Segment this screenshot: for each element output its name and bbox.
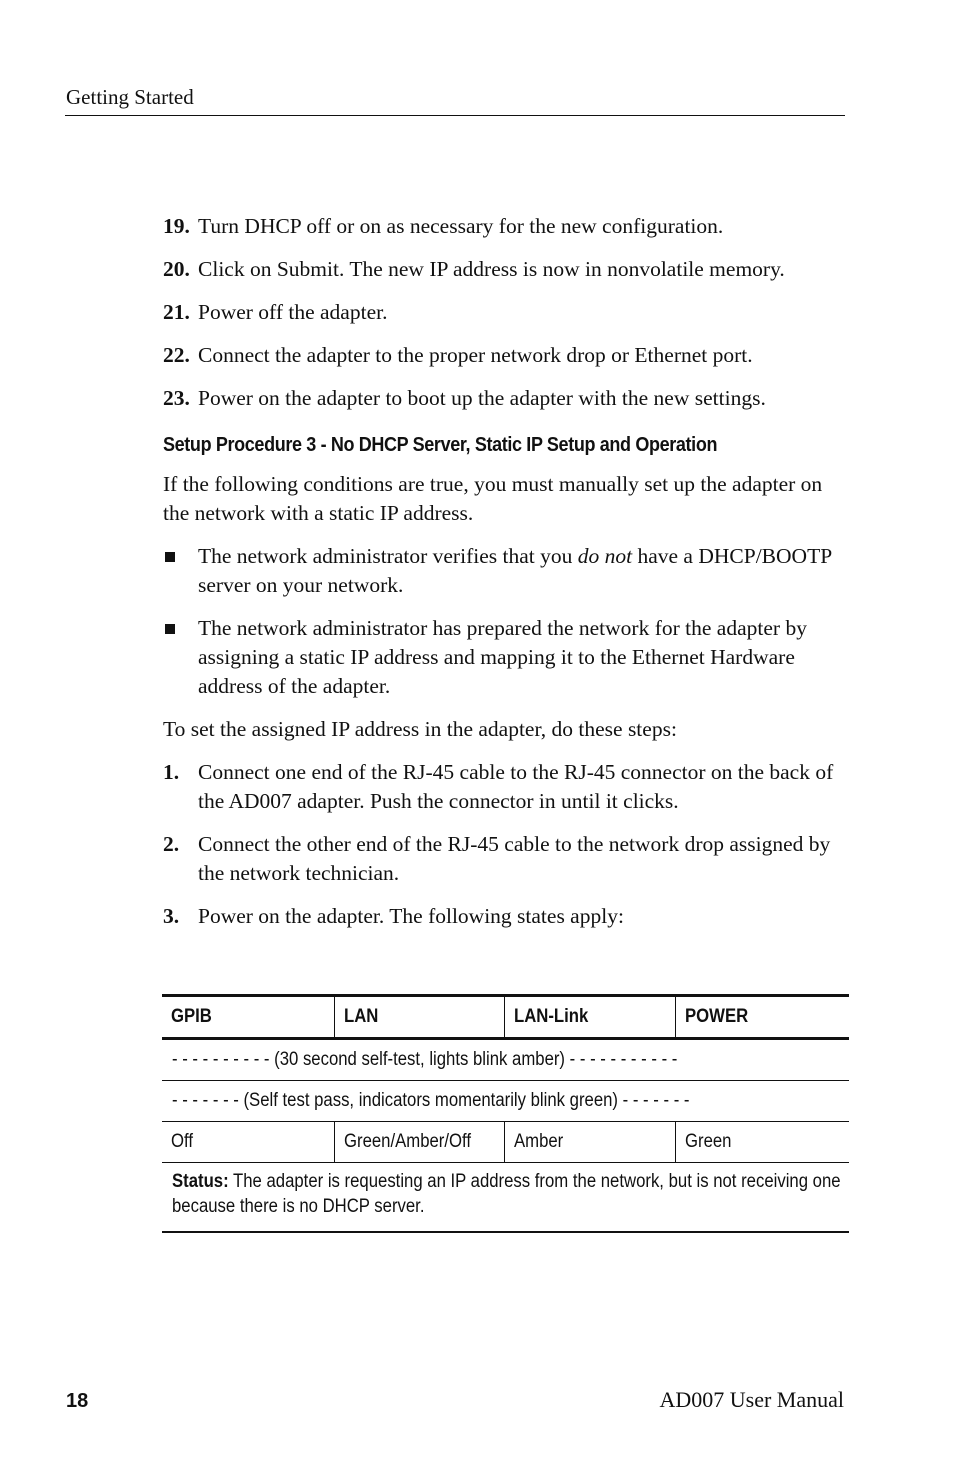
table-row-self-test [162,1040,849,1081]
table-row-status [162,1163,849,1233]
table-row-self-test-pass [162,1081,849,1122]
step-20 [163,255,853,284]
running-head: Getting Started [66,85,194,109]
self-test-pass-note: - - - - - - - (Self test pass, indicators momentarily blink green) - - - - - - - [172,1090,690,1111]
page-number: 18 [66,1390,89,1412]
indicator-states-table [162,994,849,1233]
status-description: The adapter is requesting an IP address from the network, but is not receiving one because there is no DHCP server. [172,1171,841,1217]
square-bullet-icon [165,552,175,562]
step-text: Click on Submit. The new IP address is now in nonvolatile memory. [198,257,785,281]
table-row-states [162,1122,849,1163]
header-cell-lan: LAN [334,997,504,1037]
cell-lan-link-state: Amber [504,1122,675,1162]
step-19 [163,212,853,241]
step-1 [163,758,853,816]
bullet-text: The network administrator has prepared the network for the adapter by assigning a static IP address and mapping it to the Ethernet Hardware address of the adapter. [198,616,807,698]
step-text: Connect one end of the RJ-45 cable to the RJ-45 connector on the back of the AD007 adapter. Push the connector in until it clicks. [198,760,834,813]
section-heading: Setup Procedure 3 - No DHCP Server, Static IP Setup and Operation [163,434,718,456]
step-23 [163,384,853,413]
intro-paragraph: If the following conditions are true, you must manually set up the adapter on the network with a static IP address. [163,472,823,525]
manual-title: AD007 User Manual [659,1387,844,1412]
step-22 [163,341,853,370]
step-number: 2. [163,832,180,856]
status-label: Status: [172,1171,229,1192]
bullet-text-post: have a DHCP/BOOTP server on your network. [198,544,832,597]
step-text: Turn DHCP off or on as necessary for the new configuration. [198,214,724,238]
step-number: 19. [163,214,190,238]
header-rule [65,115,845,116]
step-text: Power off the adapter. [198,300,388,324]
step-text: Connect the other end of the RJ-45 cable to the network drop assigned by the network technician. [198,832,831,885]
step-3 [163,902,853,931]
condition-bullet-1 [163,542,853,600]
step-text: Power on the adapter. The following states apply: [198,904,624,928]
step-number: 3. [163,904,180,928]
steps-lead-in: To set the assigned IP address in the adapter, do these steps: [163,717,677,741]
status-text-block [172,1169,841,1219]
table-header-row [162,994,849,1040]
step-number: 20. [163,257,190,281]
square-bullet-icon [165,624,175,634]
cell-gpib-state: Off [171,1131,193,1152]
step-number: 23. [163,386,190,410]
cell-power-state: Green [675,1122,849,1162]
bullet-emphasis: do not [577,544,633,568]
bullet-text-pre: The network administrator verifies that you [198,544,578,568]
step-number: 21. [163,300,190,324]
step-2 [163,830,853,888]
self-test-note: - - - - - - - - - - (30 second self-test, lights blink amber) - - - - - - - - - - - [172,1049,678,1070]
cell-lan-state: Green/Amber/Off [334,1122,504,1162]
step-text: Power on the adapter to boot up the adapter with the new settings. [198,386,766,410]
header-cell-power: POWER [675,997,849,1037]
step-21 [163,298,853,327]
step-number: 1. [163,760,180,784]
step-number: 22. [163,343,190,367]
header-cell-lan-link: LAN-Link [504,997,675,1037]
step-text: Connect the adapter to the proper network drop or Ethernet port. [198,343,753,367]
page-body [163,212,853,945]
condition-bullet-2 [163,614,853,701]
header-cell-gpib: GPIB [171,1006,212,1027]
